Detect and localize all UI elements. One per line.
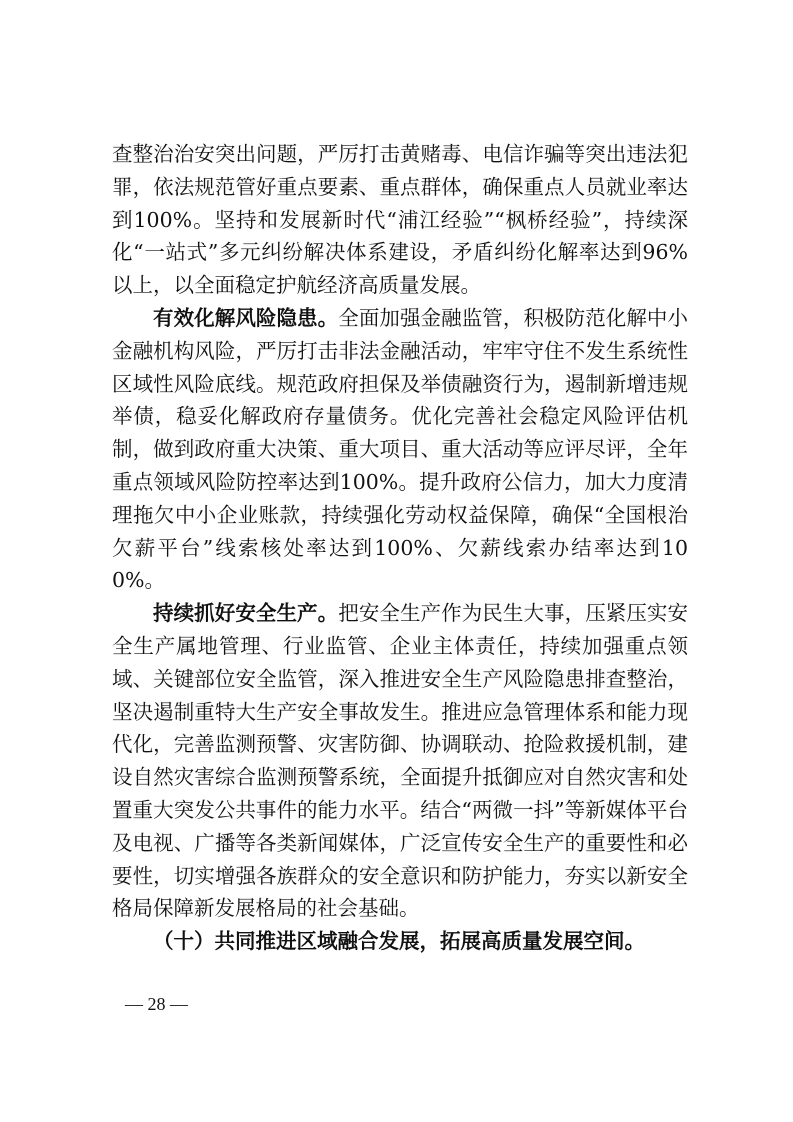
paragraph-risk-resolution	[112, 302, 688, 597]
paragraph-text: 全面加强金融监管，积极防范化解中小金融机构风险，严厉打击非法金融活动，牢牢守住不发生系统性区域性风险底线。规范政府担保及举债融资行为，遏制新增违规举债，稳妥化解政府存量债务。优化完善社会稳定风险评估机制，做到政府重大决策、重大项目、重大活动等应评尽评，全年重点领域风险防控率达到100%。提升政府公信力，加大力度清理拖欠中小企业账款，持续强化劳动权益保障，确保“全国根治欠薪平台”线索核处率达到100%、欠薪线索办结率达到100%。	[112, 305, 689, 593]
paragraph-text: 查整治治安突出问题，严厉打击黄赌毒、电信诈骗等突出违法犯罪，依法规范管好重点要素、重点群体，确保重点人员就业率达到100%。坚持和发展新时代“浦江经验”“枫桥经验”，持续深化“一站式”多元纠纷解决体系建设，矛盾纠纷化解率达到96%以上，以全面稳定护航经济高质量发展。	[112, 142, 688, 298]
section-heading: （十）共同推进区域融合发展，拓展高质量发展空间。	[153, 929, 645, 954]
body-text	[112, 138, 688, 958]
paragraph-lead: 持续抓好安全生产。	[153, 601, 339, 626]
paragraph-safety-production	[112, 597, 688, 925]
paragraph-lead: 有效化解风险隐患。	[153, 305, 339, 330]
paragraph-text: 把安全生产作为民生大事，压紧压实安全生产属地管理、行业监管、企业主体责任，持续加强重点领域、关键部位安全监管，深入推进安全生产风险隐患排查整治，坚决遏制重特大生产安全事故发生。推进应急管理体系和能力现代化，完善监测预警、灾害防御、协调联动、抢险救援机制，建设自然灾害综合监测预警系统，全面提升抵御应对自然灾害和处置重大突发公共事件的能力水平。结合“两微一抖”等新媒体平台及电视、广播等各类新闻媒体，广泛宣传安全生产的重要性和必要性，切实增强各族群众的安全意识和防护能力，夯实以新安全格局保障新发展格局的社会基础。	[112, 601, 689, 921]
page-number: — 28 —	[125, 994, 188, 1014]
paragraph-public-security	[112, 138, 688, 302]
